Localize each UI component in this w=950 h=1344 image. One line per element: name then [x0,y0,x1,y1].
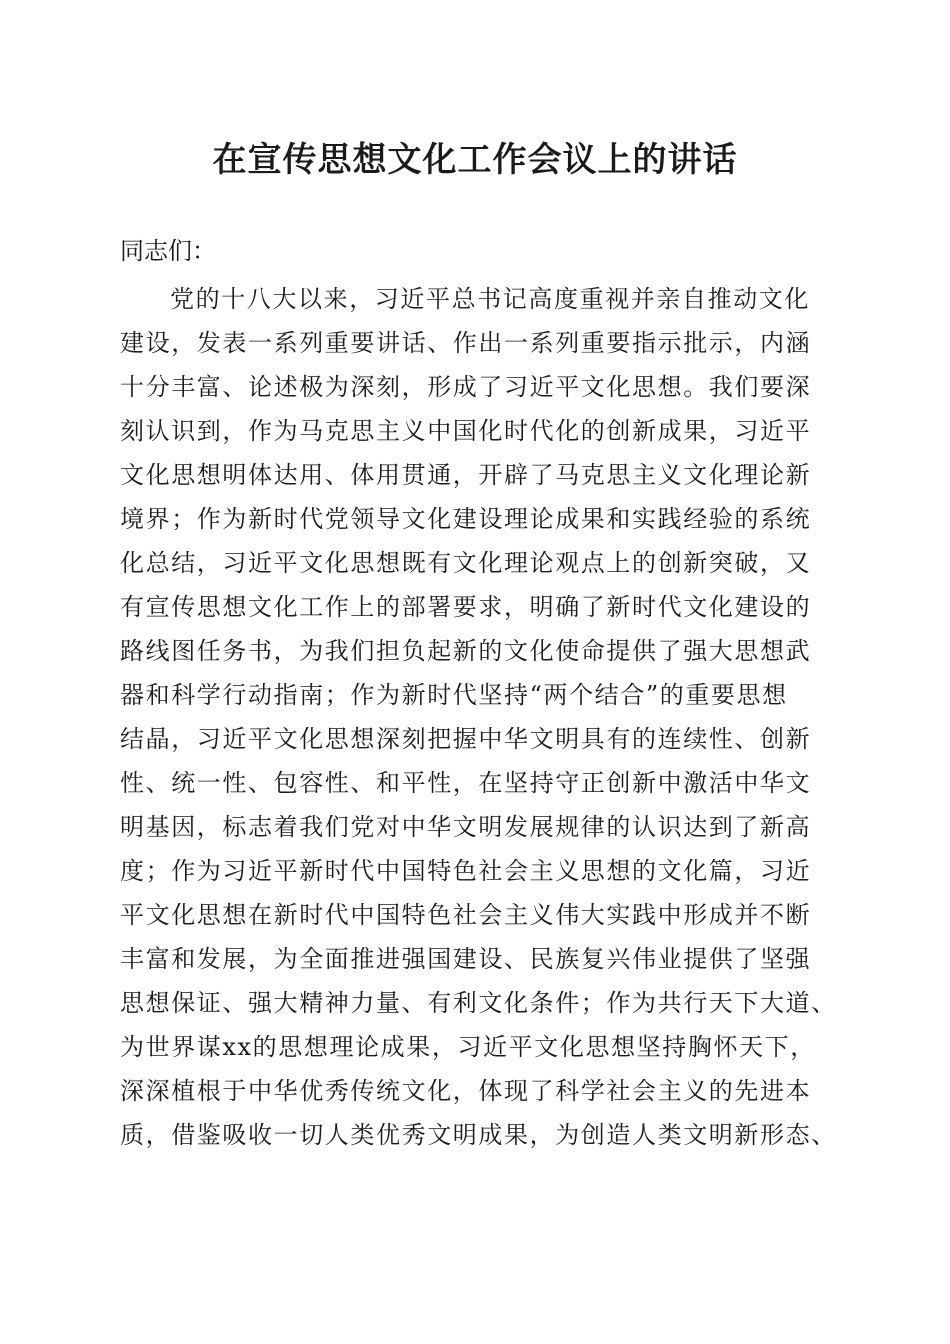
paragraph-line: 路线图任务书，为我们担负起新的文化使命提供了强大思想武 [120,637,812,665]
paragraph-line: 党的十八大以来，习近平总书记高度重视并亲自推动文化 [170,285,810,313]
paragraph-line: 深深植根于中华优秀传统文化，体现了科学社会主义的先进本 [120,1077,812,1105]
body-paragraph [120,281,840,1161]
paragraph-line: 刻认识到，作为马克思主义中国化时代化的创新成果，习近平 [120,417,812,445]
paragraph-line: 度；作为习近平新时代中国特色社会主义思想的文化篇，习近 [120,857,812,885]
paragraph-line: 明基因，标志着我们党对中华文明发展规律的认识达到了新高 [120,813,812,841]
salutation: 同志们： [120,237,216,265]
paragraph-line: 化总结，习近平文化思想既有文化理论观点上的创新突破，又 [120,549,812,577]
paragraph-line: 器和科学行动指南；作为新时代坚持“两个结合”的重要思想 [120,681,788,709]
paragraph-line: 十分丰富、论述极为深刻，形成了习近平文化思想。我们要深 [120,373,812,401]
paragraph-line: 质，借鉴吸收一切人类优秀文明成果，为创造人类文明新形态、 [120,1121,837,1149]
paragraph-line: 有宣传思想文化工作上的部署要求，明确了新时代文化建设的 [120,593,812,621]
paragraph-line: 文化思想明体达用、体用贯通，开辟了马克思主义文化理论新 [120,461,812,489]
paragraph-line: 为世界谋xx的思想理论成果，习近平文化思想坚持胸怀天下， [120,1033,816,1061]
document-title: 在宣传思想文化工作会议上的讲话 [212,140,738,180]
paragraph-line: 思想保证、强大精神力量、有利文化条件；作为共行天下大道、 [120,989,837,1017]
paragraph-line: 性、统一性、包容性、和平性，在坚持守正创新中激活中华文 [120,769,812,797]
paragraph-line: 境界；作为新时代党领导文化建设理论成果和实践经验的系统 [120,505,812,533]
paragraph-line: 丰富和发展，为全面推进强国建设、民族复兴伟业提供了坚强 [120,945,812,973]
paragraph-line: 建设，发表一系列重要讲话、作出一系列重要指示批示，内涵 [120,329,812,357]
paragraph-line: 平文化思想在新时代中国特色社会主义伟大实践中形成并不断 [120,901,812,929]
paragraph-line: 结晶，习近平文化思想深刻把握中华文明具有的连续性、创新 [120,725,812,753]
